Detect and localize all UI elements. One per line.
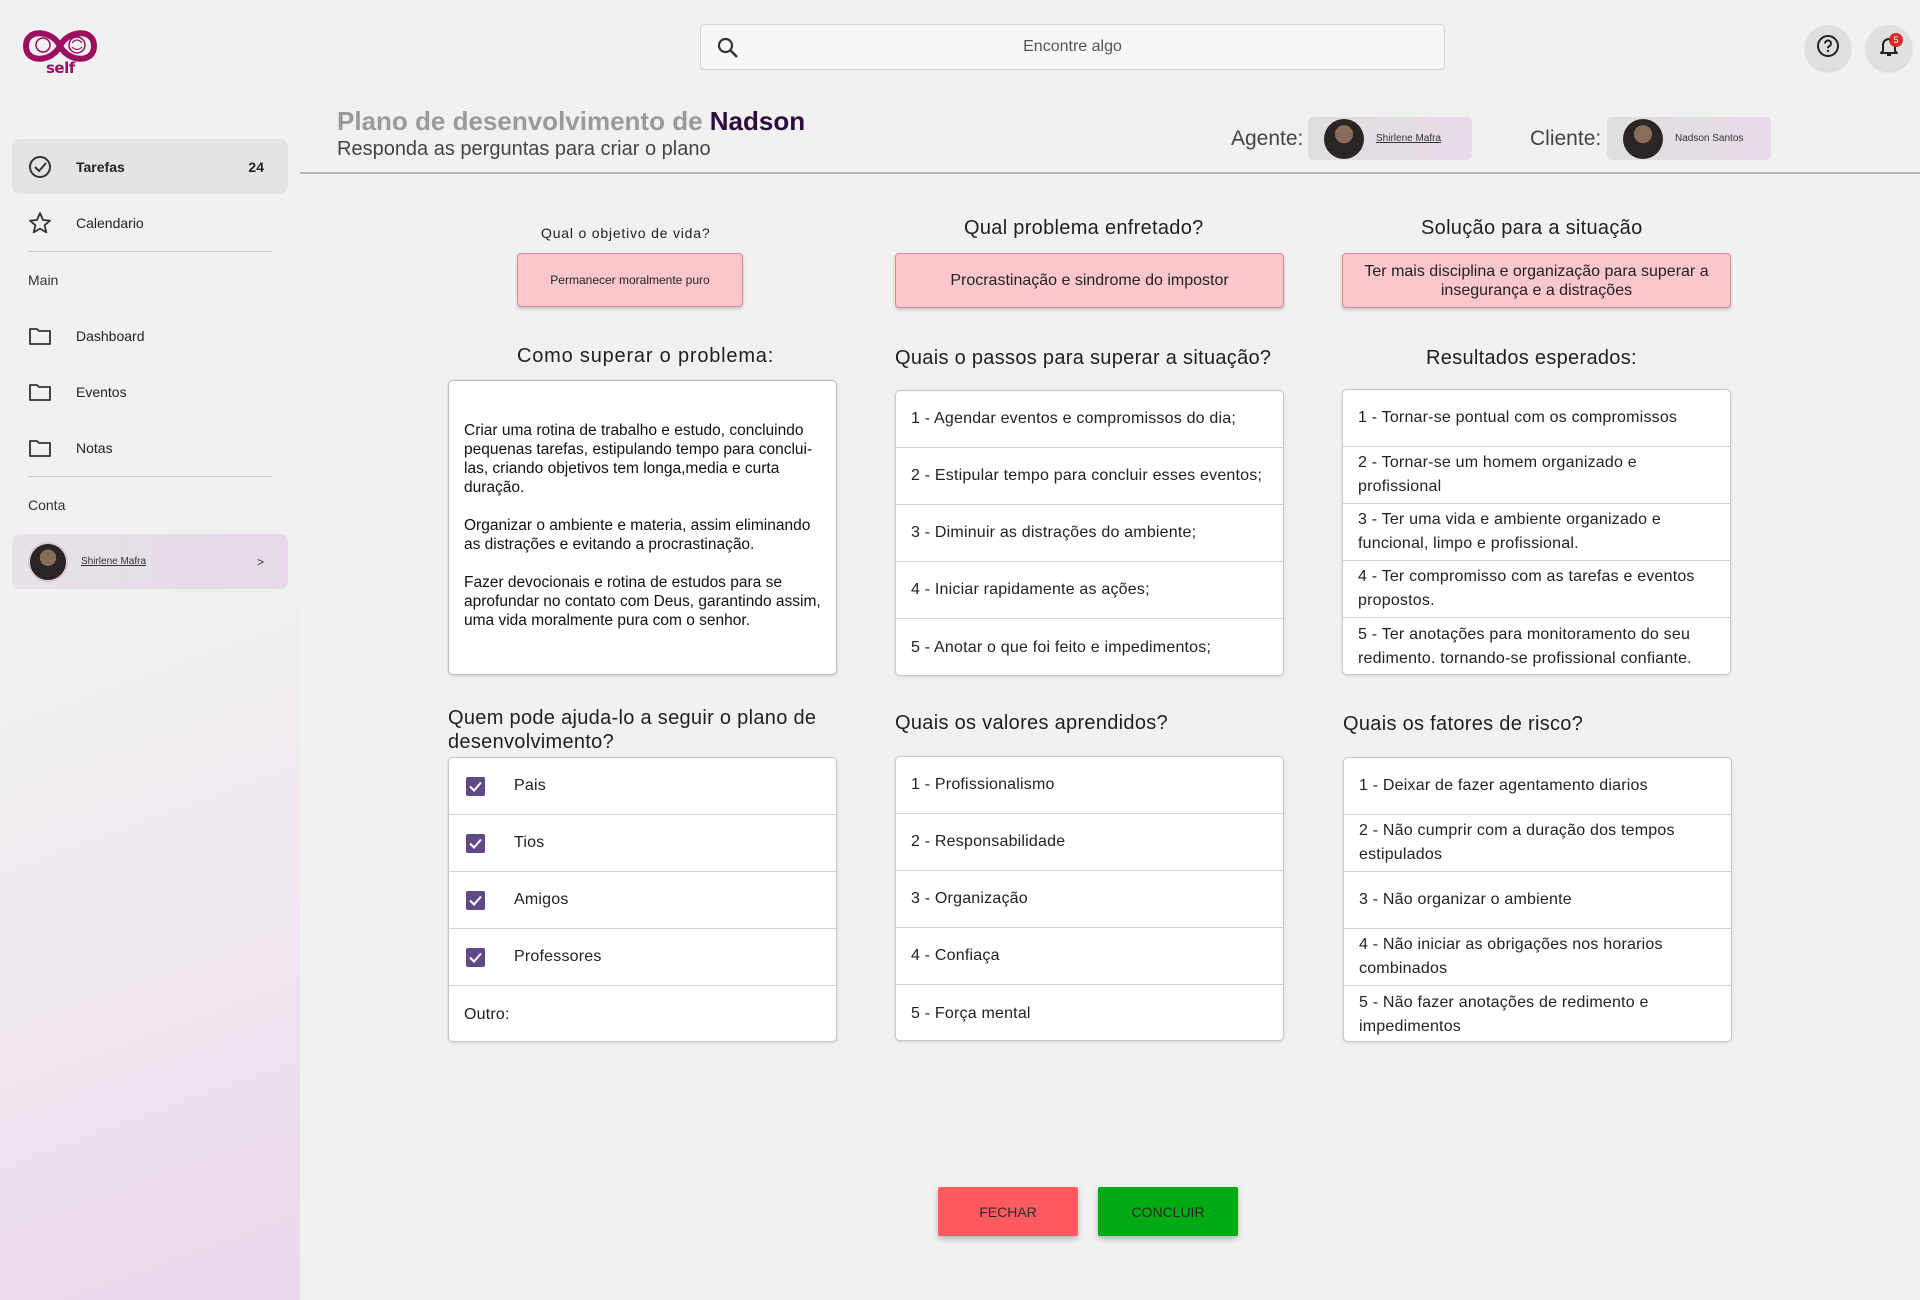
steps-question: Quais o passos para superar a situação? [895, 347, 1272, 369]
list-item[interactable]: 4 - Iniciar rapidamente as ações; [896, 562, 1283, 619]
divider [28, 476, 272, 477]
folder-icon [27, 323, 53, 349]
list-item[interactable]: 5 - Não fazer anotações de redimento e impedimentos [1359, 993, 1649, 1035]
problem-answer[interactable]: Procrastinação e sindrome do impostor [895, 253, 1284, 308]
checkbox-label: Tios [514, 834, 545, 851]
list-item[interactable]: 1 - Deixar de fazer agentamento diarios [1344, 758, 1731, 815]
client-name: Nadson Santos [1675, 133, 1744, 144]
objective-question: Qual o objetivo de vida? [541, 225, 711, 241]
results-question: Resultados esperados: [1426, 347, 1637, 369]
avatar [28, 542, 68, 582]
values-list [895, 756, 1284, 1041]
header-divider [300, 172, 1920, 174]
client-chip[interactable] [1607, 117, 1771, 160]
page-title [337, 106, 805, 137]
list-item[interactable]: 3 - Não organizar o ambiente [1344, 872, 1731, 929]
overcome-textarea[interactable] [448, 380, 837, 675]
task-count: 24 [248, 158, 264, 175]
sidebar-item-calendario[interactable] [12, 195, 288, 250]
other-input-row[interactable] [449, 986, 836, 1042]
search-input[interactable] [701, 25, 1444, 69]
notification-badge: 5 [1889, 33, 1903, 47]
checkbox-row[interactable] [449, 872, 836, 929]
steps-list [895, 390, 1284, 676]
list-item[interactable]: 4 - Não iniciar as obrigações nos horarios combinados [1344, 929, 1731, 986]
list-item[interactable]: 2 - Tornar-se um homem organizado e profissional [1343, 447, 1730, 504]
sidebar [0, 0, 300, 1300]
problem-question: Qual problema enfretado? [964, 217, 1204, 239]
checkbox-checked[interactable] [466, 891, 485, 910]
help-button[interactable] [1805, 25, 1851, 71]
helpers-checklist [448, 757, 837, 1042]
page-subtitle: Responda as perguntas para criar o plano [337, 138, 711, 160]
overcome-paragraph: Fazer devocionais e rotina de estudos para se aprofundar no contato com Deus, garantindo assim, uma vida moralmente pura com o senhor. [464, 574, 821, 629]
list-item[interactable]: 1 - Agendar eventos e compromissos do dia; [896, 391, 1283, 448]
star-icon [27, 210, 53, 236]
search-icon [717, 37, 739, 64]
risks-question: Quais os fatores de risco? [1343, 713, 1584, 735]
list-item[interactable]: 3 - Organização [896, 871, 1283, 928]
values-question: Quais os valores aprendidos? [895, 712, 1168, 734]
list-item[interactable]: 3 - Ter uma vida e ambiente organizado e funcional, limpo e profissional. [1343, 504, 1730, 561]
logo-text: self [46, 59, 75, 77]
sidebar-item-notas[interactable] [12, 420, 288, 475]
folder-icon [27, 379, 53, 405]
checkbox-label: Pais [514, 777, 546, 794]
avatar [1623, 119, 1663, 159]
list-item[interactable]: 1 - Tornar-se pontual com os compromissos [1343, 390, 1730, 447]
checkbox-row[interactable] [449, 929, 836, 986]
checkbox-row[interactable] [449, 815, 836, 872]
checkbox-checked[interactable] [466, 834, 485, 853]
list-item[interactable]: 5 - Anotar o que foi feito e impedimentos; [911, 638, 1212, 656]
checkbox-label: Amigos [514, 891, 569, 908]
page-title-prefix: Plano de desenvolvimento de [337, 106, 703, 136]
solution-question: Solução para a situação [1421, 217, 1643, 239]
overcome-paragraph: Criar uma rotina de trabalho e estudo, concluindo pequenas tarefas, estipulando tempo para conclui-las, criando objetivos tem longa,media e curta duração. [464, 422, 813, 496]
list-item[interactable]: 2 - Estipular tempo para concluir esses eventos; [896, 448, 1283, 505]
folder-icon [27, 435, 53, 461]
sidebar-item-label: Calendario [76, 214, 144, 231]
results-list [1342, 389, 1731, 675]
helpers-question: Quem pode ajuda-lo a seguir o plano de desenvolvimento? [448, 707, 817, 753]
agent-chip[interactable] [1308, 117, 1472, 160]
overcome-question: Como superar o problema: [517, 345, 775, 367]
account-item[interactable] [12, 534, 288, 589]
list-item[interactable]: 3 - Diminuir as distrações do ambiente; [896, 505, 1283, 562]
section-label-main: Main [28, 272, 59, 288]
sidebar-item-eventos[interactable] [12, 364, 288, 419]
finish-button[interactable]: CONCLUIR [1098, 1187, 1238, 1236]
close-button[interactable]: FECHAR [938, 1187, 1078, 1236]
list-item[interactable]: 2 - Não cumprir com a duração dos tempos estipulados [1344, 815, 1731, 872]
section-label-conta: Conta [28, 497, 66, 513]
list-item[interactable]: 5 - Ter anotações para monitoramento do seu redimento. tornando-se profissional confiante. [1358, 625, 1692, 667]
list-item[interactable]: 2 - Responsabilidade [896, 814, 1283, 871]
other-label: Outro: [464, 1005, 510, 1023]
sidebar-item-label: Dashboard [76, 327, 145, 344]
divider [28, 251, 272, 252]
chevron-right-icon: > [256, 554, 264, 569]
overcome-paragraph: Organizar o ambiente e materia, assim eliminando as distrações e evitando a procrastinação. [464, 517, 811, 553]
list-item[interactable]: 4 - Ter compromisso com as tarefas e eventos propostos. [1343, 561, 1730, 618]
list-item[interactable]: 5 - Força mental [911, 1004, 1031, 1022]
checkbox-row[interactable] [449, 758, 836, 815]
sidebar-item-dashboard[interactable] [12, 308, 288, 363]
avatar [1324, 119, 1364, 159]
risks-list [1343, 757, 1732, 1042]
client-label: Cliente: [1530, 127, 1602, 150]
page-title-name: Nadson [709, 106, 806, 136]
sidebar-item-label: Notas [76, 439, 113, 456]
help-icon [1816, 34, 1840, 63]
checkbox-checked[interactable] [466, 777, 485, 796]
sidebar-item-label: Eventos [76, 383, 127, 400]
check-circle-icon [27, 154, 53, 180]
checkbox-label: Professores [514, 948, 602, 965]
agent-name: Shirlene Mafra [1376, 133, 1442, 144]
sidebar-item-tarefas[interactable] [12, 139, 288, 194]
solution-answer[interactable]: Ter mais disciplina e organização para superar a insegurança e a distrações [1342, 253, 1731, 308]
checkbox-checked[interactable] [466, 948, 485, 967]
objective-answer[interactable]: Permanecer moralmente puro [517, 253, 743, 307]
account-name: Shirlene Mafra [81, 556, 147, 567]
search-bar [700, 24, 1445, 70]
list-item[interactable]: 1 - Profissionalismo [896, 757, 1283, 814]
agent-label: Agente: [1231, 127, 1304, 150]
sidebar-item-label: Tarefas [76, 158, 125, 175]
notifications-button[interactable] [1866, 25, 1912, 71]
list-item[interactable]: 4 - Confiaça [896, 928, 1283, 985]
